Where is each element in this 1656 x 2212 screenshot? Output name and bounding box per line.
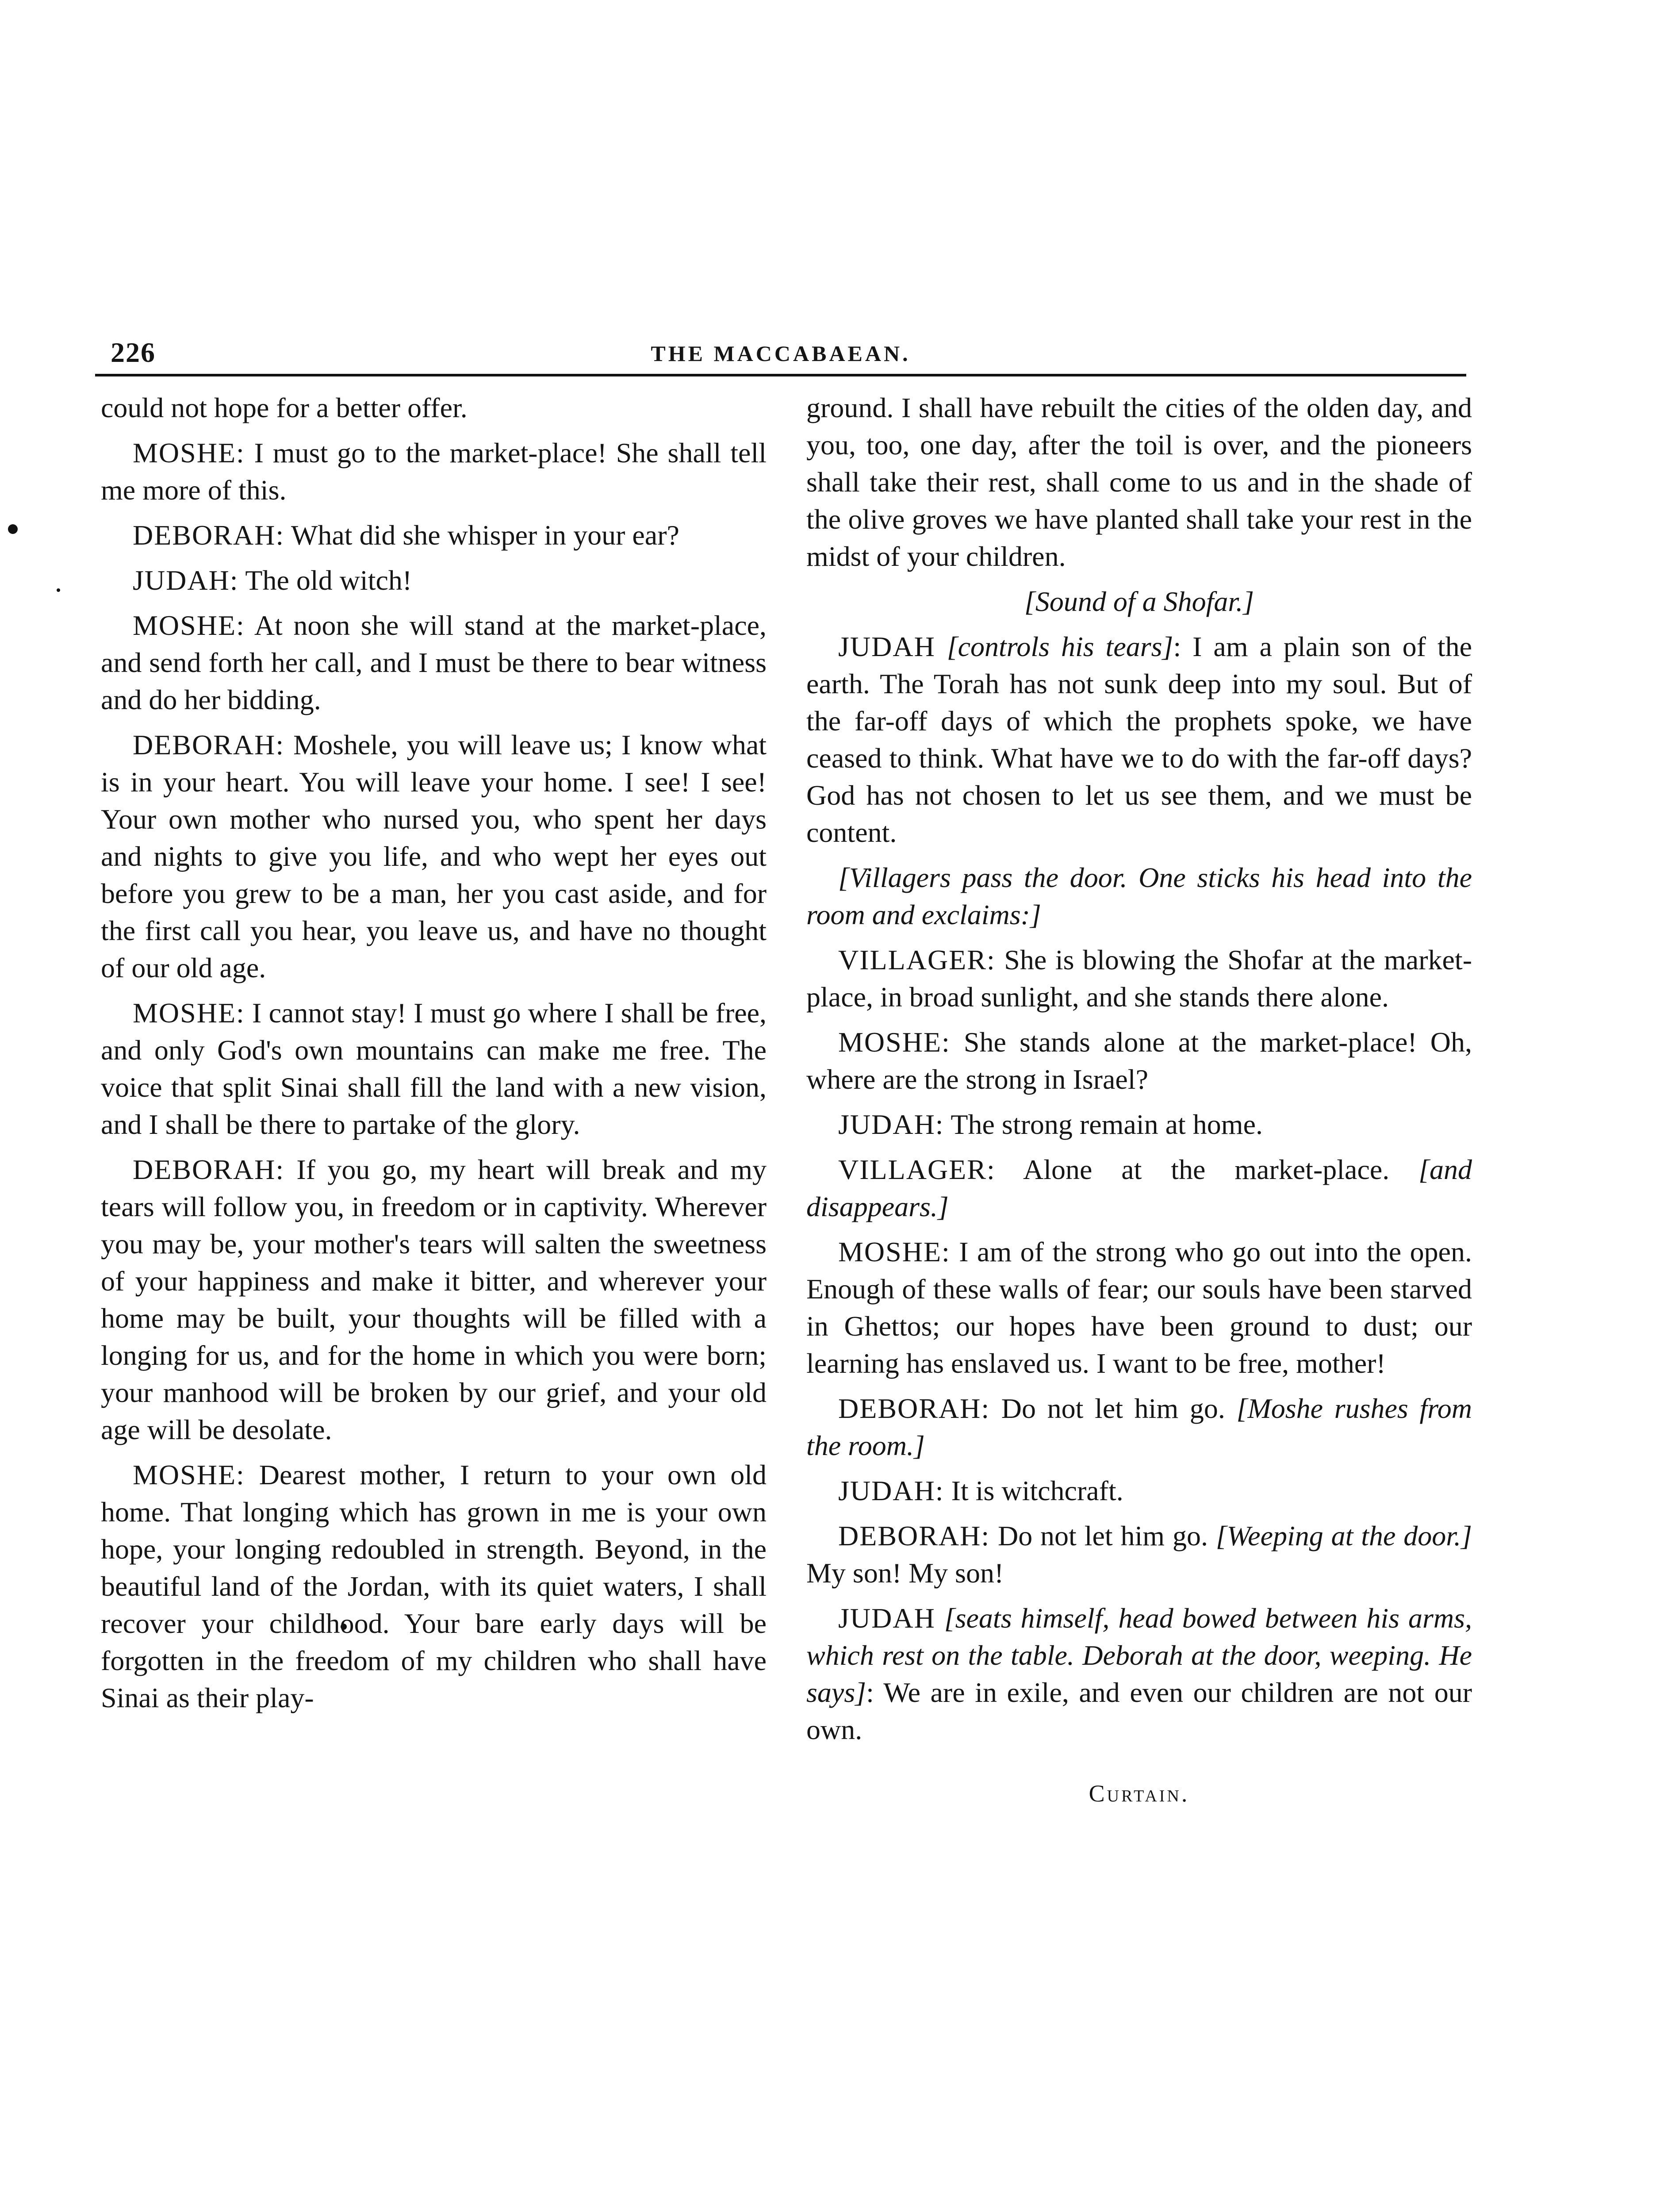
speaker-name: VILLAGER: — [838, 944, 996, 975]
dialogue-paragraph: MOSHE: At noon she will stand at the market-place, and send forth her call, and I must be there to bear witness and do her bidding. — [101, 610, 767, 715]
speaker-name: DEBORAH: — [133, 1154, 285, 1185]
dialogue-paragraph: DEBORAH: What did she whisper in your ear? — [133, 519, 679, 551]
speaker-name: DEBORAH: — [838, 1393, 990, 1424]
stage-direction: [Weeping at the door.] — [1215, 1520, 1472, 1551]
speaker-name: MOSHE: — [133, 437, 245, 469]
dialogue-paragraph: MOSHE: I cannot stay! I must go where I shall be free, and only God's own mountains can make me free. The voice that split Sinai shall fill the land with a new vision, and I shall be there to partake of the glory. — [101, 997, 767, 1140]
margin-dot — [57, 588, 60, 592]
dialogue-paragraph: JUDAH [seats himself, head bowed between his arms, which rest on the table. Deborah at the door, weeping. He says]: We are in exile, and even our children are not our own. — [806, 1602, 1472, 1745]
speaker-name: JUDAH: — [838, 1475, 944, 1506]
dialogue-paragraph: VILLAGER: Alone at the market-place. [and disappears.] — [806, 1154, 1472, 1222]
right-column — [806, 389, 1472, 1836]
stage-direction: [controls his tears] — [935, 631, 1173, 662]
speaker-name: JUDAH: — [133, 565, 239, 596]
dialogue-paragraph: JUDAH: It is witchcraft. — [838, 1475, 1123, 1506]
stage-direction: [Villagers pass the door. One sticks his head into the room and exclaims:] — [806, 862, 1472, 930]
page-number: 226 — [111, 337, 156, 368]
dialogue-paragraph: MOSHE: Dearest mother, I return to your own old home. That longing which has grown in me is your own hope, your longing redoubled in strength. Beyond, in the beautiful land of the Jordan, with its quiet waters, I shall recover your childhood. Your bare early days will be forgotten in the freedom of my children who shall have Sinai as their play- — [101, 1459, 767, 1713]
margin-dot — [8, 524, 18, 534]
curtain-line: Curtain. — [1089, 1780, 1190, 1807]
speaker-name: JUDAH — [838, 631, 935, 662]
paragraph: could not hope for a better offer. — [101, 392, 468, 423]
speaker-name: JUDAH: — [838, 1109, 944, 1140]
dialogue-paragraph: DEBORAH: Do not let him go. [Moshe rushes from the room.] — [806, 1393, 1472, 1461]
speaker-name: DEBORAH: — [838, 1520, 990, 1551]
dialogue-paragraph: VILLAGER: She is blowing the Shofar at the market-place, in broad sunlight, and she stands there alone. — [806, 944, 1472, 1013]
header-rule — [95, 374, 1466, 376]
dialogue-paragraph: DEBORAH: If you go, my heart will break and my tears will follow you, in freedom or in captivity. Wherever you may be, your mother's tears will salten the sweetness of your happiness and make it bitter, and wherever your home may be built, your thoughts will be filled with a longing for us, and for the home in which you were born; your manhood will be broken by our grief, and your old age will be desolate. — [101, 1154, 767, 1445]
dialogue-paragraph: JUDAH: The old witch! — [133, 565, 412, 596]
page-header — [95, 336, 1466, 372]
stage-direction: [seats himself, head bowed between his arms, which rest on the table. Deborah at the door, weeping. He says] — [806, 1602, 1472, 1708]
paragraph: ground. I shall have rebuilt the cities of the olden day, and you, too, one day, after the toil is over, and the pioneers shall take their rest, shall come to us and in the shade of the olive groves we have planted shall take your rest in the midst of your children. — [806, 392, 1472, 572]
speaker-name: DEBORAH: — [133, 519, 285, 551]
dialogue-paragraph: MOSHE: I am of the strong who go out into the open. Enough of these walls of fear; our souls have been starved in Ghettos; our hopes have been ground to dust; our learning has enslaved us. I want to be free, mother! — [806, 1236, 1472, 1379]
dialogue-paragraph: JUDAH: The strong remain at home. — [838, 1109, 1263, 1140]
speaker-name: MOSHE: — [838, 1026, 951, 1058]
dialogue-paragraph: DEBORAH: Do not let him go. [Weeping at the door.] My son! My son! — [806, 1520, 1472, 1589]
speaker-name: MOSHE: — [838, 1236, 951, 1267]
running-title: THE MACCABAEAN. — [651, 341, 911, 366]
stage-direction: [Sound of a Shofar.] — [1024, 586, 1254, 617]
speaker-name: DEBORAH: — [133, 729, 285, 760]
dialogue-paragraph: MOSHE: I must go to the market-place! She shall tell me more of this. — [101, 437, 767, 506]
dialogue-paragraph: JUDAH [controls his tears]: I am a plain son of the earth. The Torah has not sunk deep into my soul. But of the far-off days of which the prophets spoke, we have ceased to think. What have we to do with the far-off days? God has not chosen to let us see them, and we must be content. — [806, 631, 1472, 848]
speaker-name: MOSHE: — [133, 1459, 245, 1490]
dialogue-paragraph: DEBORAH: Moshele, you will leave us; I know what is in your heart. You will leave your home. I see! I see! Your own mother who nursed you, who spent her days and nights to give you life, and who wept her eyes out before you grew to be a man, her you cast aside, and for the first call you hear, you leave us, and have no thought of our old age. — [101, 729, 767, 983]
stage-direction: [and disappears.] — [806, 1154, 1472, 1222]
stage-direction: [Moshe rushes from the room.] — [806, 1393, 1472, 1461]
left-column — [101, 389, 767, 1724]
speaker-name: MOSHE: — [133, 610, 245, 641]
speaker-name: VILLAGER: — [838, 1154, 996, 1185]
speaker-name: MOSHE: — [133, 997, 245, 1029]
dialogue-paragraph: MOSHE: She stands alone at the market-place! Oh, where are the strong in Israel? — [806, 1026, 1472, 1095]
speaker-name: JUDAH — [838, 1602, 935, 1634]
